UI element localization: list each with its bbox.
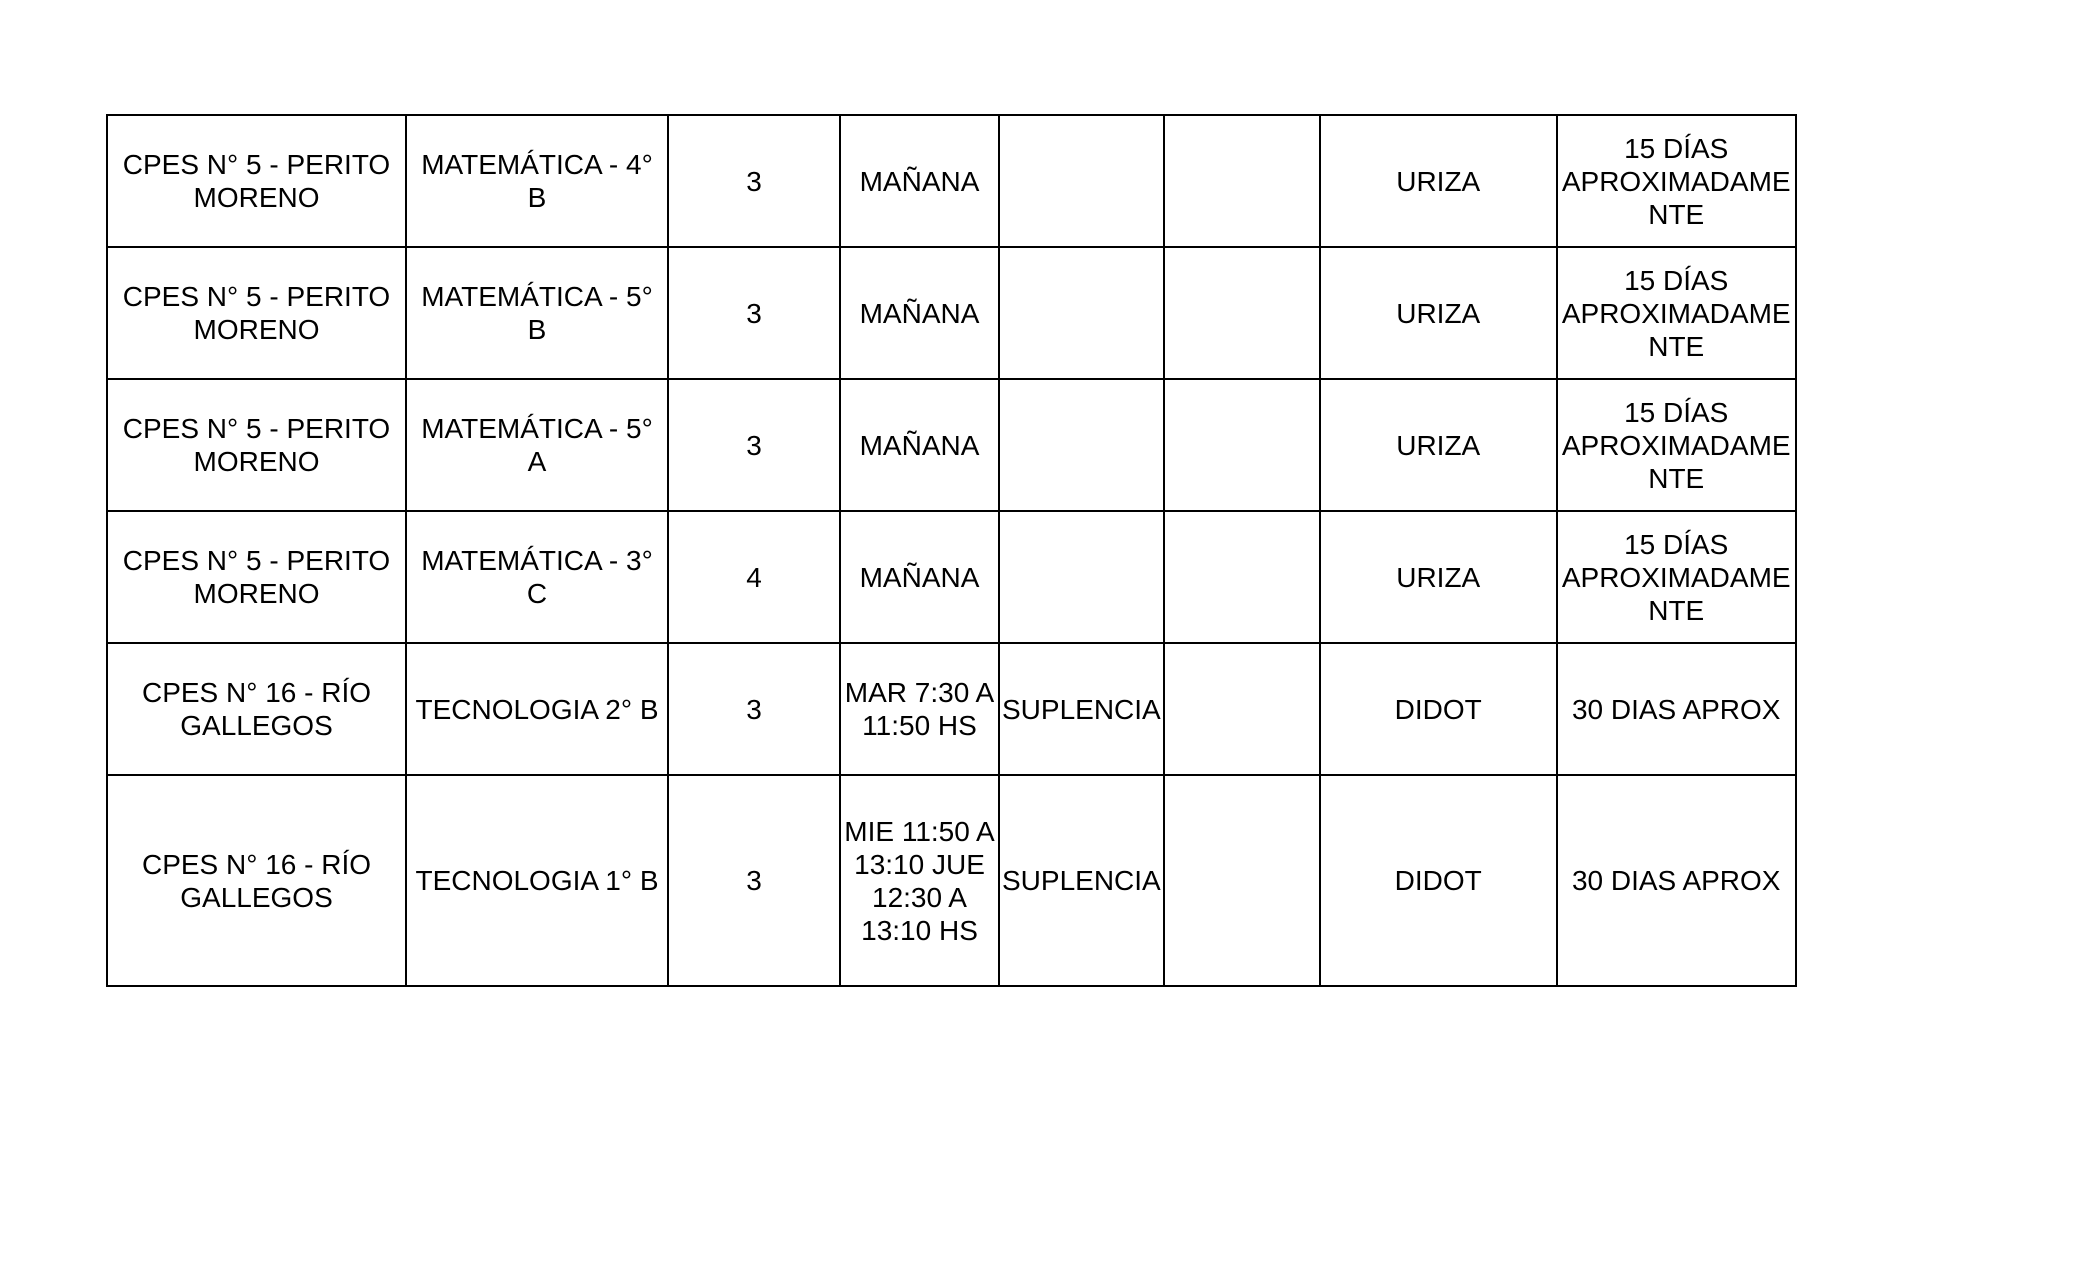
duration-cell: 15 DÍAS APROXIMADAME NTE [1557, 379, 1796, 511]
teacher-cell: URIZA [1320, 115, 1557, 247]
teacher-cell: URIZA [1320, 247, 1557, 379]
type-cell: SUPLENCIA [999, 643, 1164, 775]
empty-cell [1164, 643, 1320, 775]
school-cell: CPES N° 5 - PERITO MORENO [107, 379, 406, 511]
vacancy-table [106, 114, 1797, 987]
type-cell [999, 379, 1164, 511]
hours-cell: 3 [668, 379, 840, 511]
hours-cell: 3 [668, 115, 840, 247]
subject-cell: MATEMÁTICA - 3° C [406, 511, 668, 643]
hours-cell: 3 [668, 775, 840, 986]
schedule-cell: MAÑANA [840, 247, 999, 379]
table-row [107, 379, 1796, 511]
hours-cell: 4 [668, 511, 840, 643]
duration-cell: 15 DÍAS APROXIMADAME NTE [1557, 115, 1796, 247]
table-row [107, 511, 1796, 643]
schedule-cell: MAÑANA [840, 379, 999, 511]
schedule-cell: MAÑANA [840, 511, 999, 643]
schedule-cell: MAÑANA [840, 115, 999, 247]
type-cell: SUPLENCIA [999, 775, 1164, 986]
subject-cell: MATEMÁTICA - 5° B [406, 247, 668, 379]
type-cell [999, 247, 1164, 379]
empty-cell [1164, 775, 1320, 986]
type-cell [999, 511, 1164, 643]
empty-cell [1164, 247, 1320, 379]
subject-cell: MATEMÁTICA - 4° B [406, 115, 668, 247]
table-row [107, 643, 1796, 775]
school-cell: CPES N° 16 - RÍO GALLEGOS [107, 643, 406, 775]
teacher-cell: URIZA [1320, 511, 1557, 643]
schedule-cell: MAR 7:30 A 11:50 HS [840, 643, 999, 775]
empty-cell [1164, 511, 1320, 643]
teacher-cell: URIZA [1320, 379, 1557, 511]
duration-cell: 15 DÍAS APROXIMADAME NTE [1557, 247, 1796, 379]
school-cell: CPES N° 16 - RÍO GALLEGOS [107, 775, 406, 986]
duration-cell: 15 DÍAS APROXIMADAME NTE [1557, 511, 1796, 643]
table-row [107, 775, 1796, 986]
duration-cell: 30 DIAS APROX [1557, 775, 1796, 986]
subject-cell: TECNOLOGIA 2° B [406, 643, 668, 775]
teacher-cell: DIDOT [1320, 775, 1557, 986]
empty-cell [1164, 379, 1320, 511]
hours-cell: 3 [668, 643, 840, 775]
hours-cell: 3 [668, 247, 840, 379]
school-cell: CPES N° 5 - PERITO MORENO [107, 247, 406, 379]
school-cell: CPES N° 5 - PERITO MORENO [107, 511, 406, 643]
subject-cell: MATEMÁTICA - 5° A [406, 379, 668, 511]
table-row [107, 115, 1796, 247]
duration-cell: 30 DIAS APROX [1557, 643, 1796, 775]
table-row [107, 247, 1796, 379]
school-cell: CPES N° 5 - PERITO MORENO [107, 115, 406, 247]
teacher-cell: DIDOT [1320, 643, 1557, 775]
type-cell [999, 115, 1164, 247]
empty-cell [1164, 115, 1320, 247]
schedule-cell: MIE 11:50 A 13:10 JUE 12:30 A 13:10 HS [840, 775, 999, 986]
subject-cell: TECNOLOGIA 1° B [406, 775, 668, 986]
